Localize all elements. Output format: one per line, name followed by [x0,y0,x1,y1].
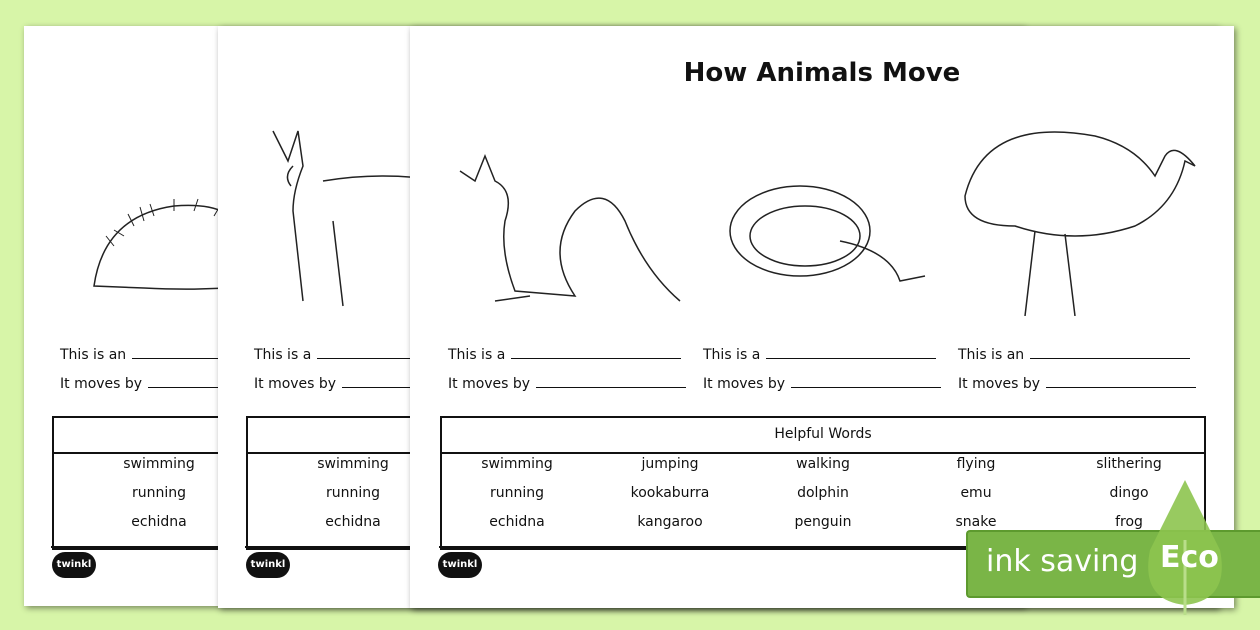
word: running [325,485,381,501]
word: swimming [481,456,553,472]
word: running [489,485,545,501]
word: swimming [123,456,195,472]
prompt-this-is: This is an [958,346,1190,363]
twinkl-logo: twinkl [438,552,482,578]
prompt-moves-by: It moves by [254,375,542,392]
snake-illustration [720,161,930,291]
emu-illustration [955,116,1205,316]
word: frog [1115,514,1143,530]
prompt-moves-by: It moves by [703,375,941,392]
prompt-this-is: This is a [703,346,936,363]
prompt-this-is: This is an [60,346,332,363]
word: echidna [489,514,545,530]
prompt-moves-by: It moves by [60,375,348,392]
prompt-this-is: This is a [448,346,681,363]
ink-saving-label: ink saving [986,544,1139,579]
prompt-moves-by: It moves by [448,375,686,392]
prompt-this-is: This is a [254,346,517,363]
word: penguin [794,514,852,530]
twinkl-logo: twinkl [52,552,96,578]
word: flying [956,456,996,472]
word: emu [960,485,992,501]
word: dolphin [797,485,849,501]
word: echidna [131,514,187,530]
page-title: How Animals Move [683,58,961,88]
word: kookaburra [630,485,710,501]
word: dingo [1109,485,1149,501]
word: walking [796,456,850,472]
worksheet-page-front [410,26,1234,608]
twinkl-logo: twinkl [246,552,290,578]
prompt-moves-by: It moves by [958,375,1196,392]
word: kangaroo [637,514,703,530]
word: snake [955,514,997,530]
word: jumping [641,456,699,472]
eco-label: Eco [1160,540,1219,575]
word: slithering [1096,456,1162,472]
word: swimming [317,456,389,472]
kangaroo-illustration [455,151,685,311]
helpful-words-heading: Helpful Words [442,418,1204,454]
word: running [131,485,187,501]
word: echidna [325,514,381,530]
